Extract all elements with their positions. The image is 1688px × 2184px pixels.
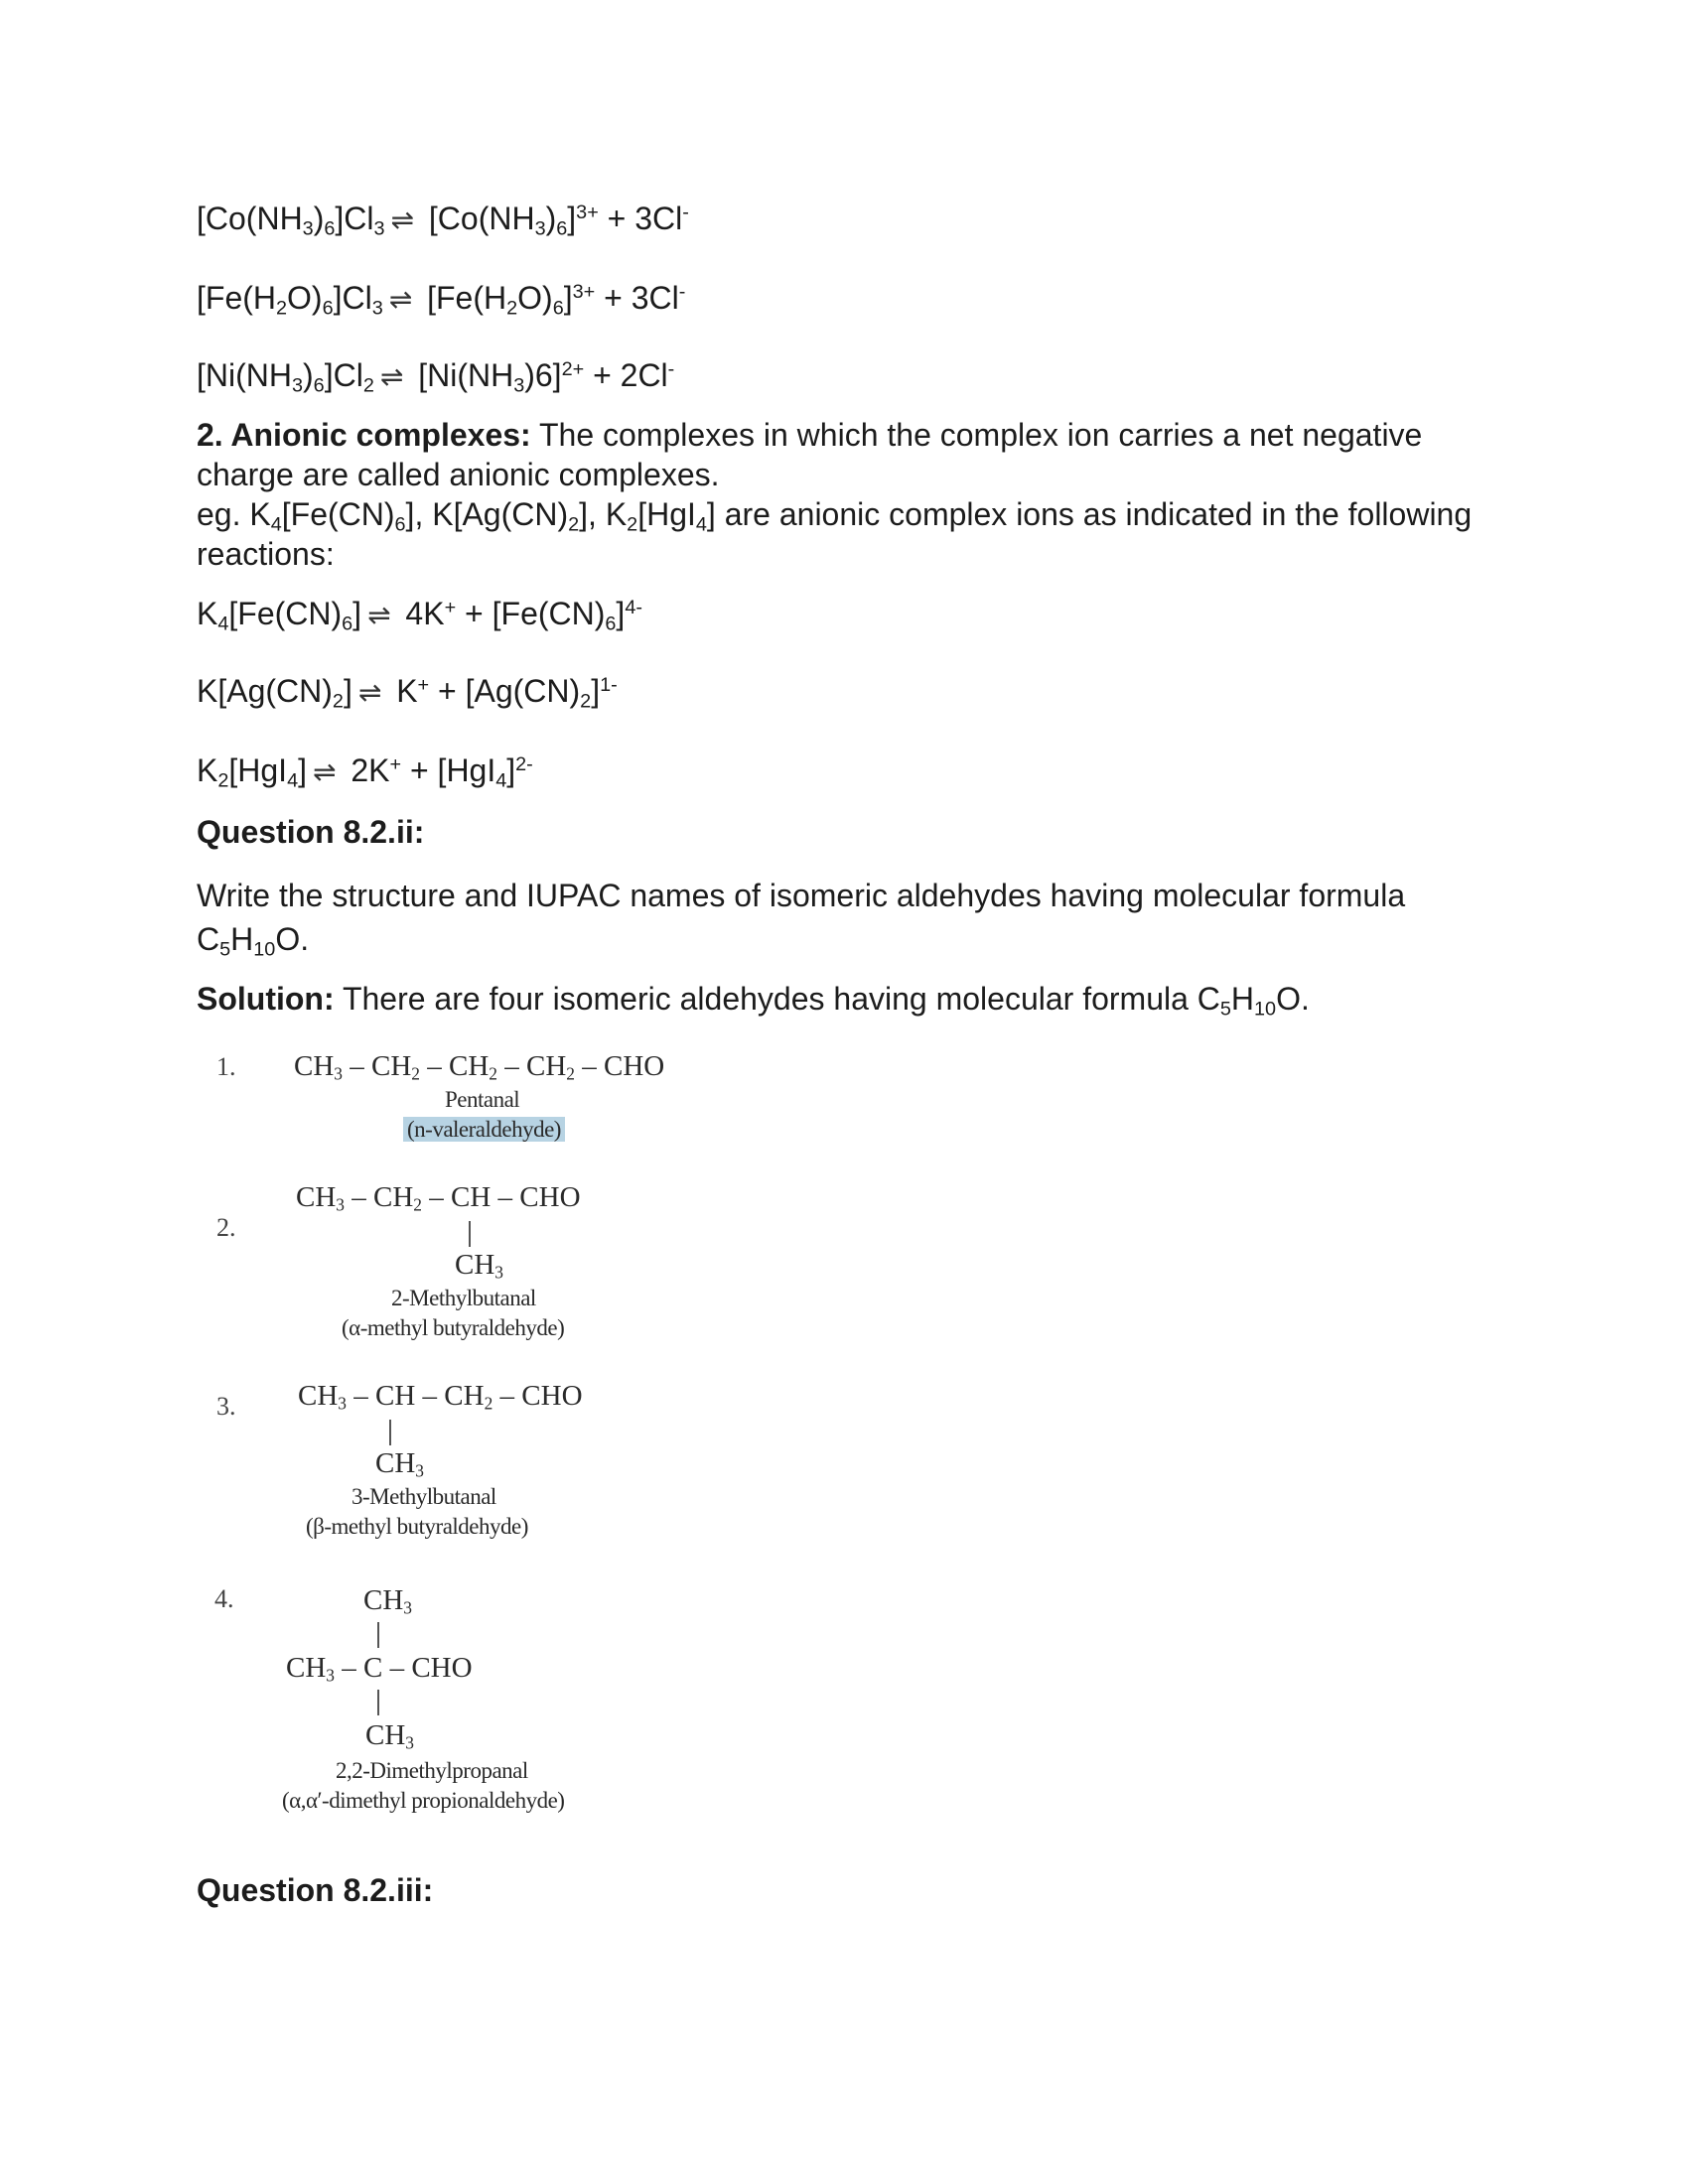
question-ii-text: Write the structure and IUPAC names of isomeric aldehydes having molecular formula $C_5H_{10}O$. bbox=[197, 878, 1406, 961]
branch-group: CH3 bbox=[375, 1447, 424, 1481]
structure-formula: CH3 – CH2 – CH2 – CH2 – CHO bbox=[294, 1050, 665, 1084]
equation-ni-nh3: $[Ni(NH_3)_6]Cl_2$ ⇌ $[Ni(NH_3)6]^{2+} + 2Cl^-$ bbox=[197, 357, 675, 397]
structure-formula: CH3 – CH – CH2 – CHO bbox=[298, 1380, 583, 1414]
equilibrium-arrow-icon: ⇌ bbox=[379, 360, 404, 393]
bottom-group: CH3 bbox=[365, 1719, 414, 1753]
solution-text: Solution: There are four isomeric aldehydes having molecular formula $C_5H_{10}O$. bbox=[197, 981, 1310, 1021]
question-iii-heading: Question 8.2.iii: bbox=[197, 1872, 434, 1908]
equilibrium-arrow-icon: ⇌ bbox=[312, 755, 337, 788]
equation-k-ag-cn: $K[Ag(CN)_2]$ ⇌ $K^+ + [Ag(CN)_2]^{1-}$ bbox=[197, 673, 618, 713]
question-ii-heading: Question 8.2.ii: bbox=[197, 814, 425, 850]
common-name: (α,α′-dimethyl propionaldehyde) bbox=[282, 1788, 565, 1813]
equilibrium-arrow-icon: ⇌ bbox=[357, 676, 382, 709]
structure-number: 2. bbox=[216, 1213, 236, 1242]
equation-k2-hgi4: $K_2[HgI_4]$ ⇌ $2K^+ + [HgI_4]^{2-}$ bbox=[197, 752, 533, 792]
anionic-heading: 2. Anionic complexes: bbox=[197, 417, 531, 453]
anionic-example: eg. $K_4[Fe(CN)_6]$, $K[Ag(CN)_2]$, $K_2[HgI_4]$ are anionic complex ions as indicated in the following reactions: bbox=[197, 496, 1473, 572]
anionic-definition: 2. Anionic complexes: The complexes in which the complex ion carries a net negative charge are called anionic complexes. bbox=[197, 417, 1423, 492]
iupac-name: 2-Methylbutanal bbox=[391, 1286, 536, 1310]
bond-line bbox=[377, 1622, 379, 1648]
solution-label: Solution: bbox=[197, 981, 335, 1017]
structure-formula: CH3 – C – CHO bbox=[286, 1652, 473, 1686]
iupac-name: 3-Methylbutanal bbox=[352, 1484, 496, 1509]
equilibrium-arrow-icon: ⇌ bbox=[367, 599, 391, 631]
bond-line bbox=[389, 1420, 391, 1445]
common-name: (β-methyl butyraldehyde) bbox=[306, 1514, 528, 1539]
top-group: CH3 bbox=[363, 1584, 412, 1618]
bond-line bbox=[377, 1690, 379, 1715]
structure-number: 1. bbox=[216, 1052, 236, 1081]
equation-co-nh3: $[Co(NH_3)_6]Cl_3$ ⇌ $[Co(NH_3)_6]^{3+} + 3Cl^-$ bbox=[197, 201, 689, 240]
equilibrium-arrow-icon: ⇌ bbox=[388, 283, 413, 316]
structure-formula: CH3 – CH2 – CH – CHO bbox=[296, 1181, 581, 1215]
structure-number: 3. bbox=[216, 1392, 236, 1421]
iupac-name: 2,2-Dimethylpropanal bbox=[336, 1758, 528, 1783]
equilibrium-arrow-icon: ⇌ bbox=[390, 204, 414, 236]
common-name: (α-methyl butyraldehyde) bbox=[342, 1315, 565, 1340]
branch-group: CH3 bbox=[455, 1249, 503, 1283]
equation-k4-fe-cn: $K_4[Fe(CN)_6]$ ⇌ $4K^+ + [Fe(CN)_6]^{4-}$ bbox=[197, 596, 642, 635]
common-name: (n-valeraldehyde) bbox=[403, 1116, 565, 1144]
iupac-name: Pentanal bbox=[445, 1087, 520, 1112]
bond-line bbox=[469, 1221, 471, 1247]
equation-fe-h2o: $[Fe(H_2O)_6]Cl_3$ ⇌ $[Fe(H_2O)_6]^{3+} + 3Cl^-$ bbox=[197, 280, 686, 320]
structure-number: 4. bbox=[214, 1584, 234, 1613]
